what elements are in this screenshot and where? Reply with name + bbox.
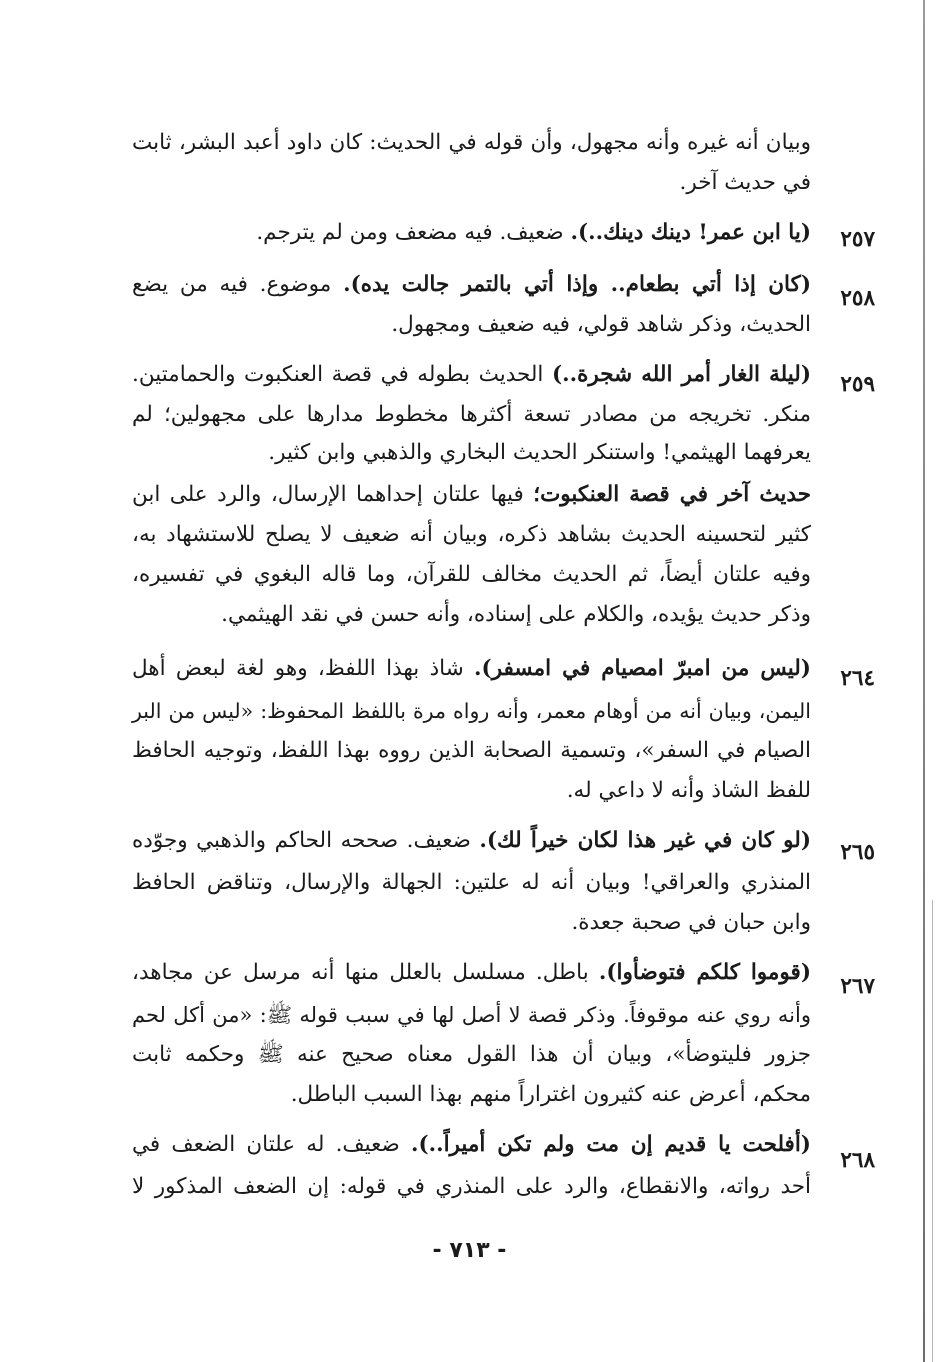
line-text: جزور فليتوضأ»، وبيان أن هذا القول معناه صحيح عنه ﷺ وحكمه ثابت <box>132 1042 811 1067</box>
hadith-text: (ليس من امبرّ امصيام في امسفر). <box>474 656 811 681</box>
line-24 <box>132 1172 811 1202</box>
entry-number-264: ٢٦٤ <box>840 666 875 691</box>
hadith-text: حديث آخر في قصة العنكبوت؛ <box>533 482 811 507</box>
line-text: شاذ بهذا اللفظ، وهو لغة لبعض أهل <box>132 656 475 681</box>
line-text: الحديث بطوله في قصة العنكبوت والحمامتين. <box>132 362 552 387</box>
line-text: باطل. مسلسل بالعلل منها أنه مرسل عن مجاهد، <box>132 960 599 985</box>
line-4 <box>132 310 811 340</box>
hadith-text: (أفلحت يا قديم إن مت ولم تكن أميراً..). <box>410 1132 811 1157</box>
line-text: محكم، أعرض عنه كثيرون اغتراراً منهم بهذا السبب الباطل. <box>290 1082 811 1107</box>
line-text: موضوع. فيه من يضع <box>132 272 344 297</box>
line-2 <box>132 218 811 248</box>
line-22 <box>132 1080 811 1110</box>
line-5 <box>132 360 811 390</box>
line-text: في حديث آخر. <box>679 170 811 195</box>
line-text: ضعيف. فيه مضعف ومن لم يترجم. <box>256 220 571 245</box>
line-text: وابن حبان في صحبة جعدة. <box>571 910 811 935</box>
line-0 <box>132 128 811 158</box>
line-11 <box>132 600 811 630</box>
line-text: يعرفهما الهيثمي! واستنكر الحديث البخاري والذهبي وابن كثير. <box>268 440 811 465</box>
line-12 <box>132 654 811 684</box>
line-text: فيها علتان إحداهما الإرسال، والرد على ابن <box>132 482 534 507</box>
line-text: ضعيف. صححه الحاكم والذهبي وجوّده <box>132 828 480 853</box>
line-10 <box>132 560 811 590</box>
line-14 <box>132 736 811 766</box>
hadith-text: (كان إذا أتي بطعام.. وإذا أتي بالتمر جالت يده). <box>343 272 811 297</box>
line-text: أحد رواته، والانقطاع، والرد على المنذري في قوله: إن الضعف المذكور لا <box>132 1174 811 1199</box>
entry-number-267: ٢٦٧ <box>840 974 875 999</box>
line-text: اليمن، وبيان أنه من أوهام معمر، وأنه رواه مرة باللفظ المحفوظ: «ليس من البر <box>132 699 811 723</box>
entry-number-257: ٢٥٧ <box>840 227 875 252</box>
line-text: ضعيف. له علتان الضعف في <box>132 1132 411 1157</box>
line-text: وذكر حديث يؤيده، والكلام على إسناده، وأنه حسن في نقد الهيثمي. <box>221 602 811 627</box>
line-text: وأنه روي عنه موقوفاً. وذكر قصة لا أصل لها في سبب قوله ﷺ: «من أكل لحم <box>132 1003 811 1027</box>
line-20 <box>132 1000 811 1030</box>
line-3 <box>132 270 811 300</box>
entry-number-259: ٢٥٩ <box>840 372 875 397</box>
line-9 <box>132 520 811 550</box>
hadith-text: (ليلة الغار أمر الله شجرة..) <box>551 362 812 387</box>
line-19 <box>132 958 811 988</box>
line-18 <box>132 908 811 938</box>
line-13 <box>132 696 811 726</box>
line-text: الصيام في السفر»، وتسمية الصحابة الذين رووه بهذا اللفظ، وتوجيه الحافظ <box>132 738 811 763</box>
hadith-text: (قوموا كلكم فتوضأوا). <box>598 960 811 985</box>
hadith-text: (يا ابن عمر! دينك دينك..). <box>570 220 811 245</box>
page-number: - ٧١٣ - <box>432 1238 507 1263</box>
scan-page-edge <box>923 0 925 1362</box>
line-text: وفيه علتان أيضاً، ثم الحديث مخالف للقرآن، وما قاله البغوي في تفسيره، <box>132 562 811 587</box>
line-15 <box>132 776 811 806</box>
line-1 <box>132 168 811 198</box>
entry-number-265: ٢٦٥ <box>840 840 875 865</box>
line-21 <box>132 1040 811 1070</box>
line-6 <box>132 400 811 430</box>
line-text: منكر. تخريجه من مصادر تسعة أكثرها مخطوط مدارها على مجهولين؛ لم <box>132 402 811 427</box>
line-8 <box>132 480 811 510</box>
line-16 <box>132 826 811 856</box>
line-text: الحديث، وذكر شاهد قولي، فيه ضعيف ومجهول. <box>391 312 811 337</box>
line-17 <box>132 868 811 898</box>
line-text: كثير لتحسينه الحديث بشاهد ذكره، وبيان أنه ضعيف لا يصلح للاستشهاد به، <box>132 522 811 547</box>
hadith-text: (لو كان في غير هذا لكان خيراً لك). <box>479 828 811 853</box>
line-text: للفظ الشاذ وأنه لا داعي له. <box>566 778 811 803</box>
entry-number-258: ٢٥٨ <box>840 286 875 311</box>
scan-page-edge-inner <box>932 900 933 1362</box>
entry-number-268: ٢٦٨ <box>840 1148 875 1173</box>
line-23 <box>132 1130 811 1160</box>
line-7 <box>132 438 811 468</box>
line-text: المنذري والعراقي! وبيان أنه له علتين: الجهالة والإرسال، وتناقض الحافظ <box>132 870 811 895</box>
line-text: وبيان أنه غيره وأنه مجهول، وأن قوله في الحديث: كان داود أعبد البشر، ثابت <box>132 130 811 155</box>
